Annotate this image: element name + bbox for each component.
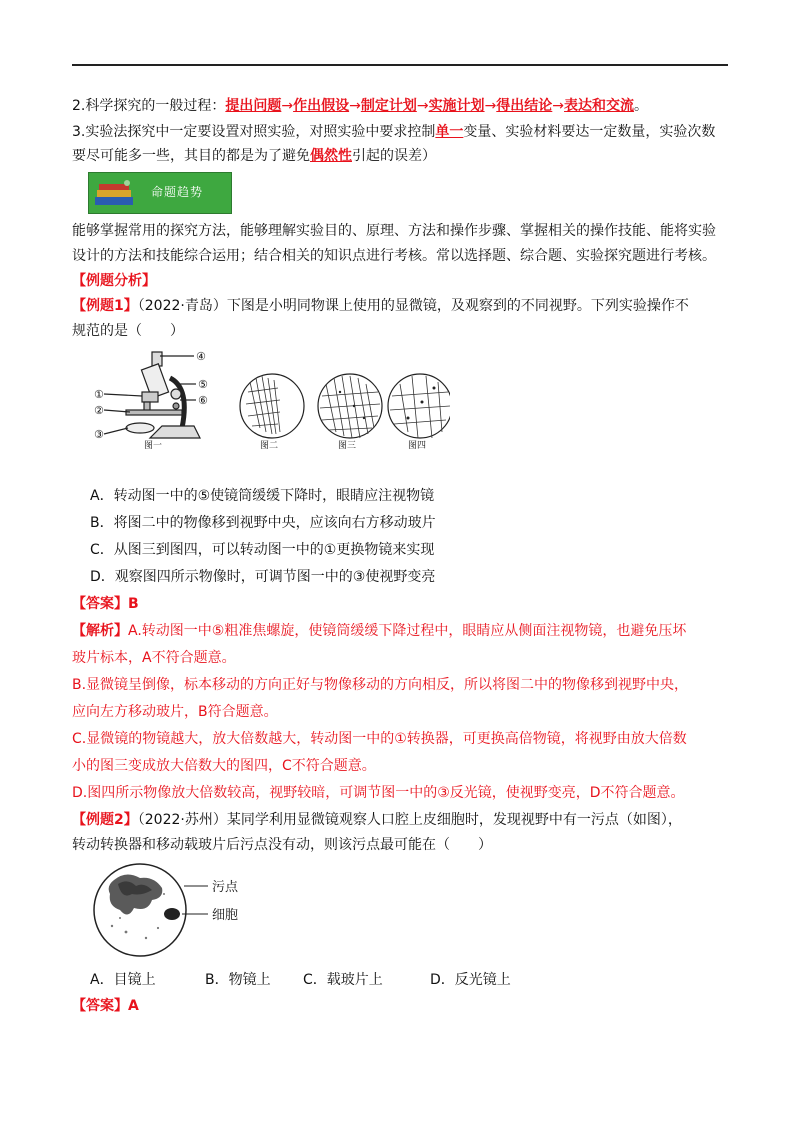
text: 变量、实验材料要达一定数量，实验次数 [463, 124, 716, 140]
books-icon [93, 179, 137, 209]
example1-option-b: B．将图二中的物像移到视野中央，应该向右方移动玻片 [90, 515, 436, 531]
answer-value: B [128, 596, 139, 612]
arrow: → [281, 98, 294, 114]
step-3: 制定计划 [360, 98, 417, 114]
label-stain: 污点 [212, 880, 239, 895]
caption-fig4: 图四 [408, 441, 427, 450]
answer-value: A [128, 998, 139, 1014]
example2-line2: 转动转换器和移动载玻片后污点没有动，则该污点最可能在（ ） [72, 837, 492, 853]
arrow: → [552, 98, 565, 114]
arrow: → [349, 98, 361, 114]
item2-suffix: 。 [634, 98, 649, 114]
step-4: 实施计划 [428, 98, 485, 114]
example1-analysis-4: 应向左方移动玻片，B符合题意。 [72, 704, 278, 720]
analysis-tag: 【解析】 [72, 623, 128, 639]
intro-item2 [72, 96, 648, 116]
example1-option-a: A．转动图一中的⑤使镜筒缓缓下降时，眼睛应注视物镜 [90, 488, 435, 504]
answer-tag: 【答案】 [72, 596, 128, 612]
item2-prefix: 2.科学探究的一般过程： [72, 98, 226, 114]
text: 3.实验法探究中一定要设置对照实验，对照实验中要求控制 [72, 124, 436, 140]
label-4: ④ [196, 350, 206, 363]
example1-analysis-7: D.图四所示物像放大倍数较高，视野较暗，可调节图一中的③反光镜，使视野变亮，D不符合题意。 [72, 785, 685, 801]
caption-fig2: 图二 [260, 441, 279, 450]
example2-option-c: C．载玻片上 [303, 972, 383, 988]
example1-tag: 【例题1】 [72, 298, 138, 314]
step-6: 表达和交流 [564, 98, 635, 114]
label-1: ① [94, 388, 104, 401]
answer-tag: 【答案】 [72, 998, 128, 1014]
example1-analysis-1 [72, 621, 686, 641]
arrow: → [416, 98, 429, 114]
text: （2022·苏州）某同学利用显微镜观察人口腔上皮细胞时，发现视野中有一污点（如图）， [137, 812, 682, 828]
label-cell: 细胞 [212, 908, 239, 923]
text: 要尽可能多一些，其目的都是为了避免 [72, 148, 310, 164]
text: 引起的误差） [352, 148, 436, 164]
example2-tag: 【例题2】 [72, 812, 138, 828]
example1-option-d: D．观察图四所示物像时，可调节图一中的③使视野变亮 [90, 569, 436, 585]
caption-fig3: 图三 [338, 441, 357, 450]
keyword-chance: 偶然性 [310, 148, 352, 164]
example1-analysis-5: C.显微镜的物镜越大，放大倍数越大，转动图一中的①转换器，可更换高倍物镜，将视野由放大倍数 [72, 731, 687, 747]
example2-answer [72, 996, 139, 1016]
header-rule [72, 64, 728, 66]
example1-analysis-6: 小的图三变成放大倍数大的图四，C不符合题意。 [72, 758, 376, 774]
example2-option-a: A．目镜上 [90, 972, 156, 988]
step-1: 提出问题 [225, 98, 282, 114]
banner-text: 命题趋势 [151, 185, 204, 199]
trend-line1: 能够掌握常用的探究方法，能够理解实验目的、原理、方法和操作步骤、掌握相关的操作技能、能将实验 [72, 223, 716, 239]
text: （2022·青岛）下图是小明同物课上使用的显微镜，及观察到的不同视野。下列实验操作不 [137, 298, 689, 314]
caption-fig1: 图一 [144, 441, 163, 450]
step-2: 作出假设 [293, 98, 350, 114]
section-title: 【例题分析】 [72, 273, 156, 289]
arrow: → [484, 98, 497, 114]
intro-item3-line2 [72, 146, 436, 166]
example1-analysis-3: B.显微镜呈倒像，标本移动的方向正好与物像移动的方向相反，所以将图二中的物像移到视野中央， [72, 677, 689, 693]
intro-item3-line1 [72, 122, 715, 142]
example1-line2: 规范的是（ ） [72, 323, 184, 339]
stain-figure [92, 860, 272, 960]
example1-line1 [72, 296, 689, 316]
text: A.转动图一中⑤粗准焦螺旋，使镜筒缓缓下降过程中，眼睛应从侧面注视物镜，也避免压坏 [128, 623, 687, 639]
example1-answer [72, 594, 139, 614]
example1-option-c: C．从图三到图四，可以转动图一中的①更换物镜来实现 [90, 542, 435, 558]
example2-option-b: B．物镜上 [205, 972, 271, 988]
label-2: ② [94, 404, 104, 417]
example2-line1 [72, 810, 682, 830]
step-5: 得出结论 [496, 98, 553, 114]
example2-option-d: D．反光镜上 [430, 972, 511, 988]
trend-banner [88, 172, 232, 214]
label-6: ⑥ [198, 394, 208, 407]
microscope-figure [90, 348, 450, 450]
label-3: ③ [94, 428, 104, 441]
example1-analysis-2: 玻片标本，A不符合题意。 [72, 650, 236, 666]
label-5: ⑤ [198, 378, 208, 391]
keyword-single: 单一 [435, 124, 464, 140]
trend-line2: 设计的方法和技能综合运用；结合相关的知识点进行考核。常以选择题、综合题、实验探究题进行考核。 [72, 248, 716, 264]
